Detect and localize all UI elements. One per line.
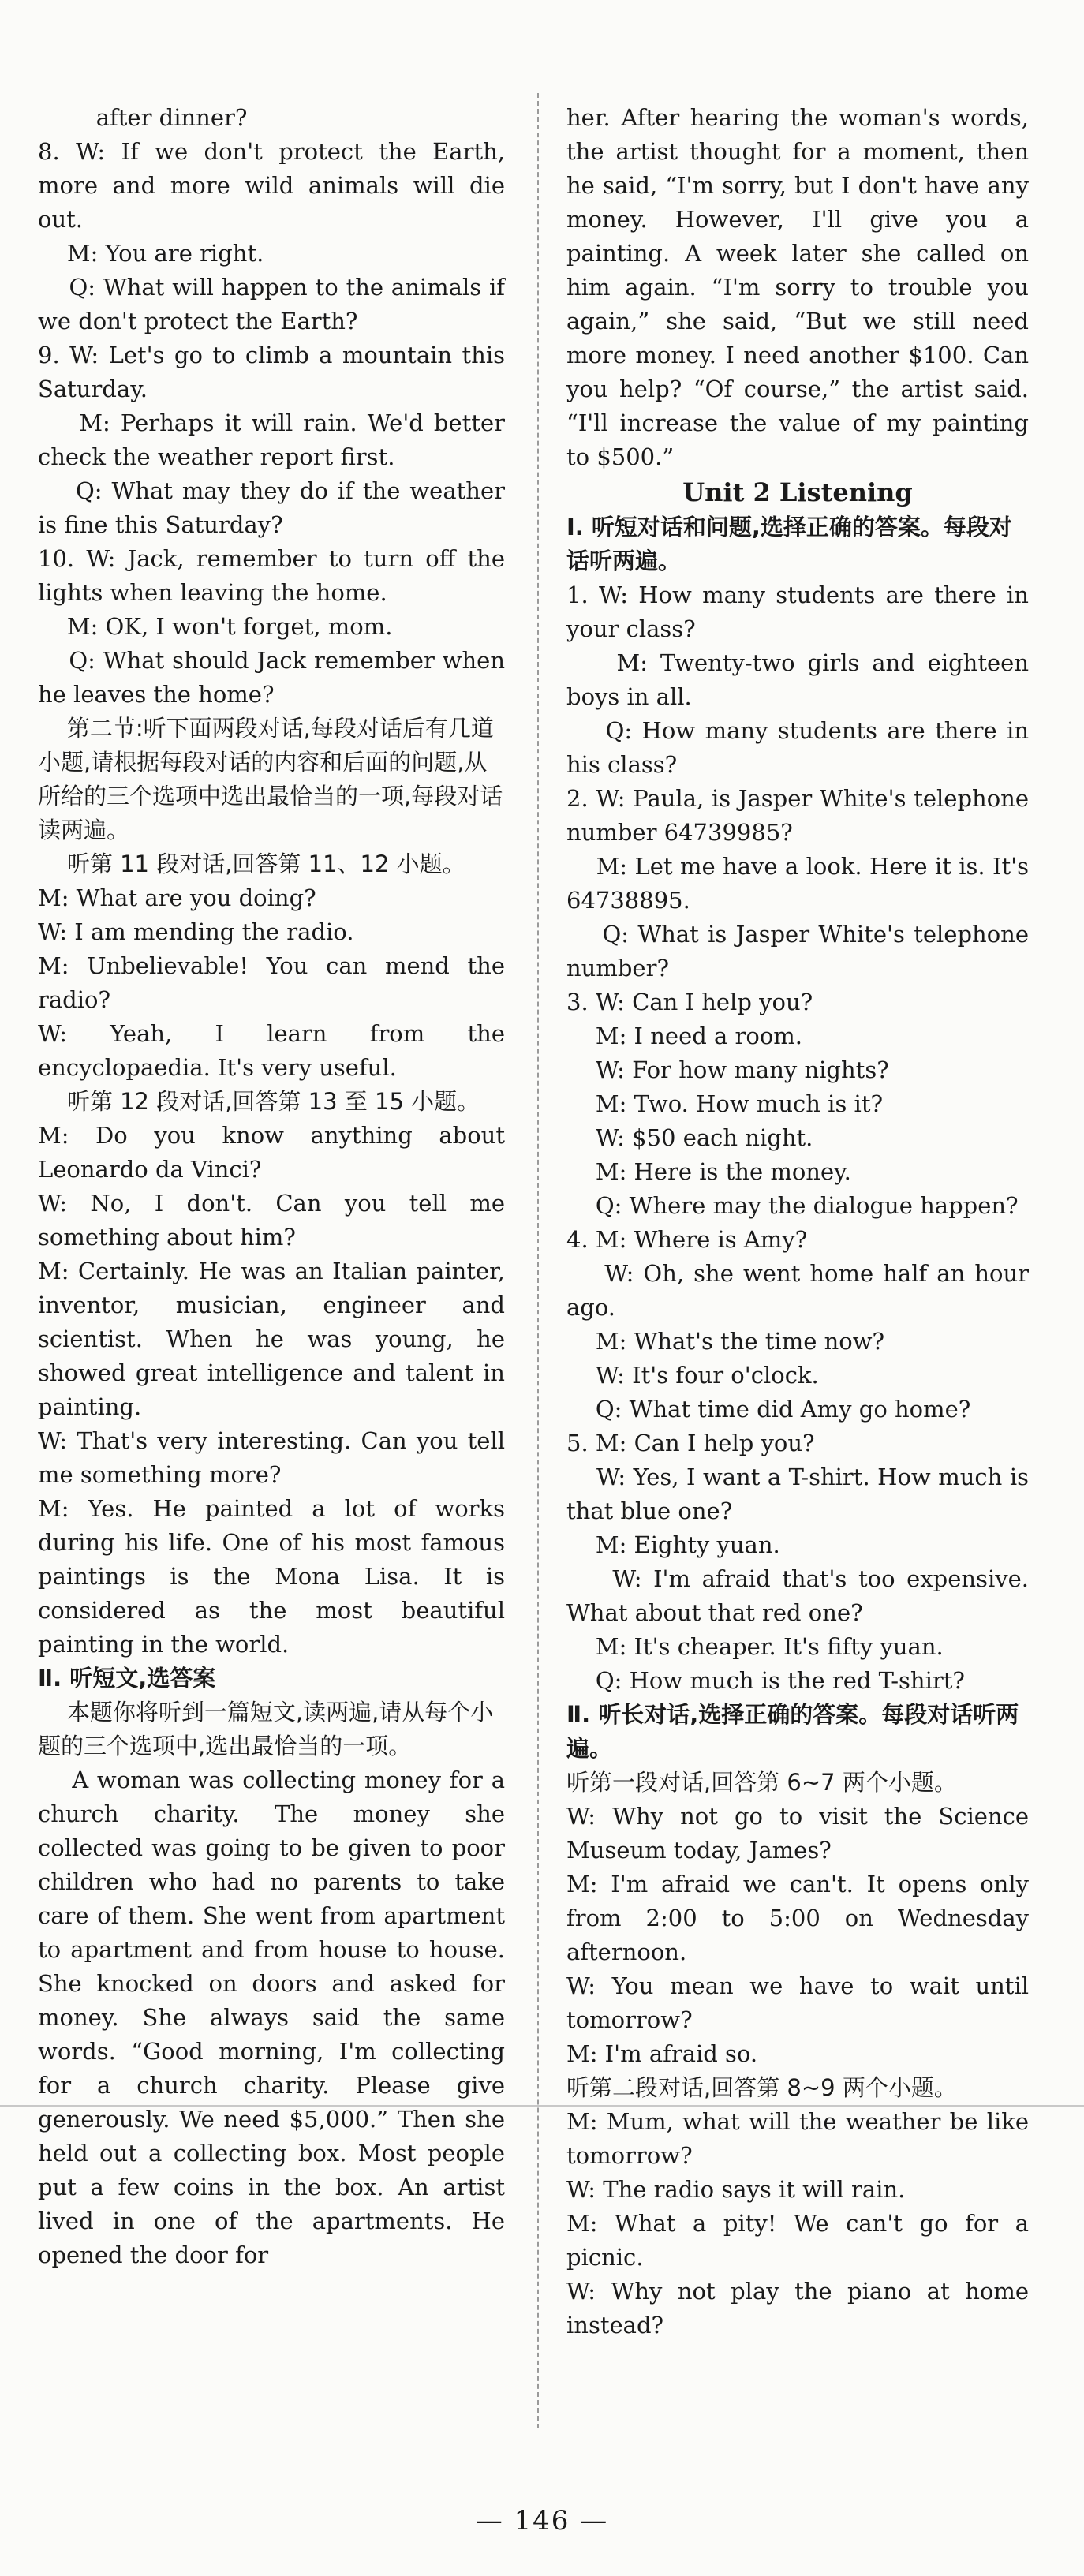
right-column-line: Q: What is Jasper White's telephone number?: [566, 921, 1037, 981]
right-column-line: 听第二段对话,回答第 8~9 两个小题。: [566, 2074, 957, 2101]
right-column: [566, 101, 1037, 2342]
right-column-line: Unit 2 Listening: [682, 477, 913, 507]
left-column-line: W: Yeah, I learn from the encyclopaedia. It's very useful.: [38, 1020, 513, 1081]
left-column-line: W: That's very interesting. Can you tell me something more?: [38, 1427, 513, 1488]
left-column-line: 听第 12 段对话,回答第 13 至 15 小题。: [38, 1088, 480, 1115]
right-column-line: 1. W: How many students are there in your class?: [566, 581, 1037, 642]
left-column-line: A woman was collecting money for a church charity. The money she collected was going to be given to poor children who had no parents to take care of them. She went from apartment to apartment and from house to house. She knocked on doors and asked for money. She always said the same words. “Good morning, I'm collecting for a church charity. Please give generously. We need $5,000.” Then she held out a collecting box. Most people put a few coins in the box. An artist lived in one of the apartments. He opened the door for: [38, 1767, 513, 2268]
left-column-line: Q: What may they do if the weather is fine this Saturday?: [38, 477, 513, 538]
left-column-line: after dinner?: [38, 104, 248, 131]
right-column-line: Q: How much is the red T-shirt?: [566, 1667, 965, 1694]
left-column-line: M: Perhaps it will rain. We'd better check the weather report first.: [38, 409, 513, 470]
left-column-line: Ⅱ. 听短文,选答案: [38, 1665, 216, 1692]
right-column-line: Q: Where may the dialogue happen?: [566, 1192, 1019, 1219]
right-column-line: 5. M: Can I help you?: [566, 1430, 815, 1456]
left-column-line: 听第 11 段对话,回答第 11、12 小题。: [38, 851, 465, 877]
right-column-line: Ⅰ. 听短对话和问题,选择正确的答案。每段对话听两遍。: [566, 514, 1012, 574]
right-column-line: Q: How many students are there in his class?: [566, 717, 1037, 778]
right-column-line: M: Two. How much is it?: [566, 1090, 884, 1117]
right-column-line: W: I'm afraid that's too expensive. What about that red one?: [566, 1565, 1037, 1626]
right-column-line: W: Why not play the piano at home instead?: [566, 2278, 1037, 2339]
left-column-line: Q: What will happen to the animals if we don't protect the Earth?: [38, 274, 513, 335]
left-column-line: M: OK, I won't forget, mom.: [38, 613, 393, 640]
left-column-line: M: Unbelievable! You can mend the radio?: [38, 952, 513, 1013]
right-column-line: W: For how many nights?: [566, 1056, 889, 1083]
right-column-line: M: Mum, what will the weather be like tomorrow?: [566, 2108, 1037, 2169]
left-column-line: M: You are right.: [38, 240, 264, 267]
left-column-line: 9. W: Let's go to climb a mountain this Saturday.: [38, 342, 513, 402]
left-column-line: M: Certainly. He was an Italian painter, inventor, musician, engineer and scientist. When he was young, he showed great intelligence and talent in painting.: [38, 1258, 513, 1420]
right-column-line: W: Oh, she went home half an hour ago.: [566, 1260, 1037, 1321]
right-column-line: Q: What time did Amy go home?: [566, 1396, 971, 1423]
right-column-line: 听第一段对话,回答第 6~7 两个小题。: [566, 1769, 957, 1796]
right-column-line: W: You mean we have to wait until tomorrow?: [566, 1972, 1037, 2033]
left-column-line: 第二节:听下面两段对话,每段对话后有几道小题,请根据每段对话的内容和后面的问题,从所给的三个选项中选出最恰当的一项,每段对话读两遍。: [38, 715, 503, 843]
right-column-line: M: What's the time now?: [566, 1328, 885, 1355]
right-column-line: M: I need a room.: [566, 1023, 803, 1049]
right-column-line: W: Why not go to visit the Science Museum today, James?: [566, 1803, 1037, 1864]
left-column: [38, 101, 513, 2272]
left-column-line: 8. W: If we don't protect the Earth, more and more wild animals will die out.: [38, 138, 513, 233]
right-column-line: W: Yes, I want a T-shirt. How much is that blue one?: [566, 1464, 1037, 1524]
right-column-line: M: It's cheaper. It's fifty yuan.: [566, 1633, 944, 1660]
right-column-line: W: $50 each night.: [566, 1124, 813, 1151]
left-column-line: W: No, I don't. Can you tell me something about him?: [38, 1190, 513, 1251]
left-column-line: M: Yes. He painted a lot of works during his life. One of his most famous paintings is the Mona Lisa. It is considered as the most beautiful painting in the world.: [38, 1495, 513, 1658]
right-column-line: 2. W: Paula, is Jasper White's telephone number 64739985?: [566, 785, 1037, 846]
left-column-line: Q: What should Jack remember when he leaves the home?: [38, 647, 513, 708]
left-column-line: M: What are you doing?: [38, 884, 316, 911]
right-column-line: M: Eighty yuan.: [566, 1531, 780, 1558]
right-column-line: 4. M: Where is Amy?: [566, 1226, 808, 1253]
right-column-line: W: It's four o'clock.: [566, 1362, 819, 1389]
right-column-line: Ⅱ. 听长对话,选择正确的答案。每段对话听两遍。: [566, 1701, 1019, 1762]
left-column-line: 10. W: Jack, remember to turn off the lights when leaving the home.: [38, 545, 513, 606]
right-column-line: W: The radio says it will rain.: [566, 2176, 906, 2203]
page-number: — 146 —: [475, 2505, 609, 2537]
right-column-line: her. After hearing the woman's words, the artist thought for a moment, then he said, “I'm sorry, but I don't have any money. However, I'll give you a painting. A week later she called on him again. “I'm sorry to trouble you again,” she said, “But we still need more money. I need another $100. Can you help? “Of course,” the artist said. “I'll increase the value of my painting to $500.”: [566, 104, 1037, 470]
column-divider: [537, 93, 539, 2428]
left-column-line: M: Do you know anything about Leonardo da Vinci?: [38, 1122, 513, 1183]
right-column-line: M: Here is the money.: [566, 1158, 851, 1185]
right-column-line: 3. W: Can I help you?: [566, 989, 813, 1015]
left-column-line: 本题你将听到一篇短文,读两遍,请从每个小题的三个选项中,选出最恰当的一项。: [38, 1699, 494, 1759]
right-column-line: M: Twenty-two girls and eighteen boys in all.: [566, 649, 1037, 710]
left-column-line: W: I am mending the radio.: [38, 918, 354, 945]
right-column-line: M: Let me have a look. Here it is. It's 64738895.: [566, 853, 1037, 914]
right-column-line: M: I'm afraid we can't. It opens only from 2:00 to 5:00 on Wednesday afternoon.: [566, 1871, 1037, 1965]
right-column-line: M: What a pity! We can't go for a picnic.: [566, 2210, 1037, 2271]
right-column-line: M: I'm afraid so.: [566, 2040, 758, 2067]
